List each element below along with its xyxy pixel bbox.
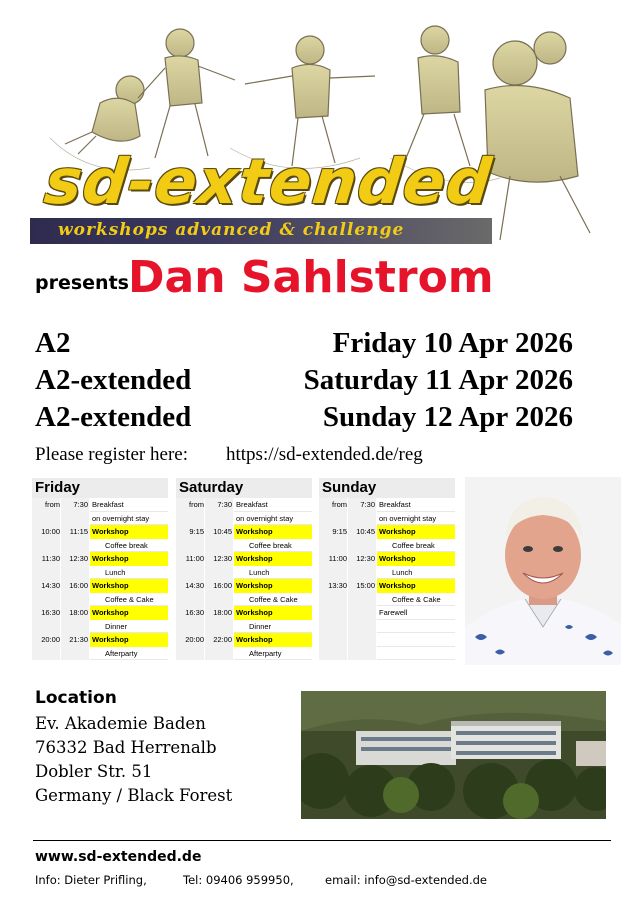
schedule-row [32,593,168,607]
schedule-time-to [205,647,233,661]
schedule-time-from [176,620,204,634]
schedule-item-label: Dinner [234,620,312,634]
schedule-item-label: Workshop [90,633,168,647]
schedule-time-to: 16:00 [205,579,233,593]
schedule-row [32,579,168,593]
footer-divider [33,840,611,841]
schedule-row [176,525,312,539]
schedule-time-from [319,620,347,634]
schedule-time-from [32,539,60,553]
schedule-item-label: Workshop [377,579,455,593]
schedule-time-to: 10:45 [348,525,376,539]
schedule-time-to: 16:00 [61,579,89,593]
schedule-time-to [61,593,89,607]
schedule-item-label: Workshop [234,633,312,647]
schedule-day-friday [32,478,168,660]
schedule-day-title: Sunday [319,478,455,498]
schedule-time-to [205,566,233,580]
schedule-time-to [348,593,376,607]
schedule-time-to: 11:15 [61,525,89,539]
event-date: Sunday 12 Apr 2026 [322,401,573,433]
schedule-item-label [377,620,455,634]
schedule-time-to [205,539,233,553]
event-date: Friday 10 Apr 2026 [332,327,573,359]
schedule-row [176,579,312,593]
schedule-item-label: Afterparty [234,647,312,661]
schedule-time-to: 18:00 [205,606,233,620]
contact-phone: Tel: 09406 959950, [183,873,294,887]
address-line: Ev. Akademie Baden [35,714,206,733]
schedule-row [32,539,168,553]
schedule-item-label: Coffee & Cake [234,593,312,607]
schedule-day-sunday [319,478,455,660]
schedule-item-label: on overnight stay [234,512,312,526]
contact-name: Info: Dieter Prifling, [35,873,147,887]
schedule-row [319,552,455,566]
schedule-item-label: Workshop [90,606,168,620]
schedule-time-to [61,539,89,553]
event-level: A2-extended [35,364,192,396]
schedule-item-label: Coffee break [377,539,455,553]
schedule-time-from: from [32,498,60,512]
schedule-time-from: 14:30 [32,579,60,593]
schedule-time-to: 12:30 [348,552,376,566]
schedule-time-from: from [176,498,204,512]
schedule-time-from [319,633,347,647]
schedule-item-label: Breakfast [90,498,168,512]
schedule-time-from [319,539,347,553]
schedule-time-to: 15:00 [348,579,376,593]
schedule-time-from [32,647,60,661]
schedule-row [176,633,312,647]
schedule-item-label: Workshop [234,606,312,620]
schedule-time-from: 11:30 [32,552,60,566]
schedule-item-label: Afterparty [90,647,168,661]
schedule-time-to: 7:30 [61,498,89,512]
schedule-item-label [377,647,455,661]
schedule-row [176,552,312,566]
schedule-row [176,498,312,512]
schedule-row [319,512,455,526]
schedule-time-from: 20:00 [32,633,60,647]
logo-subtitle: workshops advanced & challenge [58,220,405,240]
website-link[interactable]: www.sd-extended.de [35,849,202,865]
schedule-time-to [205,512,233,526]
schedule-row [319,579,455,593]
schedule-row [32,633,168,647]
schedule-time-to: 22:00 [205,633,233,647]
schedule-item-label: Workshop [377,552,455,566]
schedule-row [32,525,168,539]
registration-link[interactable]: https://sd-extended.de/reg [226,444,423,465]
event-row [35,327,573,363]
schedule-item-label: Breakfast [234,498,312,512]
schedule-item-label: Dinner [90,620,168,634]
schedule-time-from: 16:30 [176,606,204,620]
contact-email[interactable]: email: info@sd-extended.de [325,873,488,887]
schedule-time-from: 16:30 [32,606,60,620]
schedule-time-from [319,606,347,620]
schedule-time-to [61,620,89,634]
schedule-row [32,566,168,580]
schedule-row [319,498,455,512]
schedule-row [176,606,312,620]
schedule-time-to [348,647,376,661]
schedule-time-from [176,512,204,526]
schedule-item-label: Breakfast [377,498,455,512]
schedule-item-label: Workshop [90,552,168,566]
schedule-row [176,566,312,580]
event-row [35,401,573,437]
schedule-item-label: Lunch [234,566,312,580]
schedule-time-to [61,647,89,661]
schedule-time-from: 9:15 [319,525,347,539]
schedule-time-to: 7:30 [348,498,376,512]
logo-title: sd-extended [41,145,496,218]
schedule-item-label: Workshop [234,525,312,539]
schedule-time-to: 12:30 [61,552,89,566]
schedule-time-from [176,539,204,553]
schedule-time-from [319,512,347,526]
schedule-time-from [176,566,204,580]
schedule-time-to: 10:45 [205,525,233,539]
schedule-time-from: 9:15 [176,525,204,539]
schedule-time-to [205,593,233,607]
schedule-time-from: 13:30 [319,579,347,593]
event-date: Saturday 11 Apr 2026 [303,364,573,396]
address-line: 76332 Bad Herrenalb [35,738,217,757]
event-row [35,364,573,400]
schedule-time-to: 21:30 [61,633,89,647]
schedule-row [319,539,455,553]
schedule-item-label: Coffee & Cake [377,593,455,607]
schedule-time-from [32,620,60,634]
schedule-time-to [348,620,376,634]
schedule-row [32,647,168,661]
location-title: Location [35,688,117,708]
event-level: A2-extended [35,401,192,433]
schedule-time-from: 11:00 [176,552,204,566]
schedule-time-from [319,593,347,607]
schedule-item-label: Coffee & Cake [90,593,168,607]
schedule-time-to [348,539,376,553]
schedule-time-from [319,647,347,661]
schedule-item-label: Lunch [377,566,455,580]
schedule-time-from: 20:00 [176,633,204,647]
schedule-row [32,620,168,634]
registration-label: Please register here: [35,444,188,465]
presenter-photo [465,477,621,665]
schedule-item-label: Workshop [377,525,455,539]
address-line: Germany / Black Forest [35,786,233,805]
schedule-time-from [32,593,60,607]
schedule-item-label: Workshop [234,552,312,566]
schedule-day-title: Saturday [176,478,312,498]
address-line: Dobler Str. 51 [35,762,153,781]
schedule-time-from: 10:00 [32,525,60,539]
schedule-row [319,525,455,539]
schedule-day-saturday [176,478,312,660]
schedule-time-to: 18:00 [61,606,89,620]
schedule-row [176,620,312,634]
schedule-item-label: Lunch [90,566,168,580]
schedule-row [176,512,312,526]
schedule-time-from: from [319,498,347,512]
schedule-item-label [377,633,455,647]
schedule-time-from [319,566,347,580]
schedule-time-to [61,512,89,526]
schedule-row [319,593,455,607]
schedule-time-from: 14:30 [176,579,204,593]
schedule-time-to: 12:30 [205,552,233,566]
schedule-row [32,606,168,620]
schedule-row [319,633,455,647]
schedule-item-label: Coffee break [90,539,168,553]
schedule-time-to [348,566,376,580]
presenter-name: Dan Sahlstrom [128,252,494,303]
schedule-time-to [61,566,89,580]
schedule-row [176,647,312,661]
schedule-time-from [176,593,204,607]
schedule-item-label: Coffee break [234,539,312,553]
schedule-row [319,620,455,634]
schedule-time-to [205,620,233,634]
schedule-row [176,539,312,553]
schedule-item-label: Workshop [90,579,168,593]
schedule-time-from [32,512,60,526]
schedule-row [319,606,455,620]
schedule-row [319,566,455,580]
schedule-time-from: 11:00 [319,552,347,566]
schedule-item-label: Workshop [90,525,168,539]
schedule-row [32,498,168,512]
schedule-item-label: on overnight stay [90,512,168,526]
schedule-row [32,512,168,526]
event-level: A2 [35,327,71,359]
schedule-item-label: on overnight stay [377,512,455,526]
schedule-item-label: Workshop [234,579,312,593]
presents-label: presents [35,272,129,294]
schedule-item-label: Farewell [377,606,455,620]
schedule-time-to [348,512,376,526]
schedule-row [319,647,455,661]
schedule-time-to [348,633,376,647]
schedule-day-title: Friday [32,478,168,498]
schedule-row [32,552,168,566]
venue-photo [301,691,606,819]
schedule-time-from [32,566,60,580]
schedule-time-to: 7:30 [205,498,233,512]
schedule-time-from [176,647,204,661]
schedule-row [176,593,312,607]
schedule-time-to [348,606,376,620]
